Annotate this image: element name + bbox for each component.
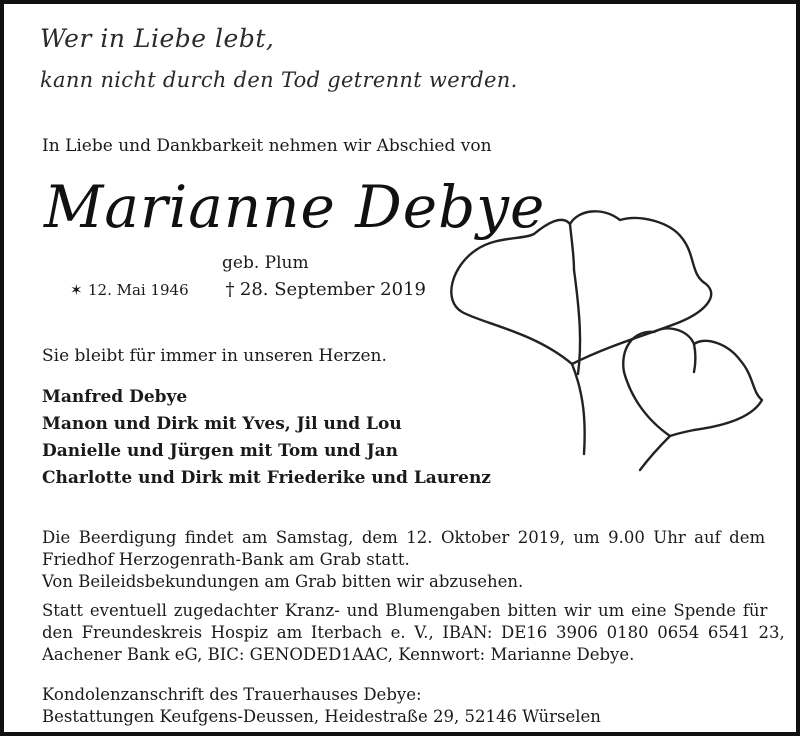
family-member: Charlotte und Dirk mit Friederike und Laurenz <box>42 468 491 488</box>
ginkgo-leaves-icon <box>444 204 774 494</box>
donation-line: Aachener Bank eG, BIC: GENODED1AAC, Kennwort: Marianne Debye. <box>42 645 635 664</box>
large-leaf-vein <box>574 270 580 374</box>
funeral-line: Friedhof Herzogenrath-Bank am Grab statt. <box>42 550 410 569</box>
death-cross-icon: † <box>225 279 235 300</box>
address-line: Kondolenzanschrift des Trauerhauses Debye: <box>42 685 422 704</box>
small-ginkgo-leaf <box>623 328 762 436</box>
address-line: Bestattungen Keufgens-Deussen, Heidestraße 29, 52146 Würselen <box>42 707 601 726</box>
large-leaf-notch <box>570 224 574 270</box>
large-leaf-stem <box>572 364 585 454</box>
small-leaf-stem <box>640 436 670 470</box>
birth-date: 12. Mai 1946 <box>87 281 189 299</box>
condolence-address <box>42 684 762 728</box>
family-list <box>42 384 491 492</box>
donation-line: Statt eventuell zugedachter Kranz- und Blumengaben bitten wir um eine Spende für <box>42 601 768 620</box>
small-leaf-notch <box>694 344 696 372</box>
motto-line-2: kann nicht durch den Tod getrennt werden. <box>40 68 518 92</box>
donation-info <box>42 600 785 666</box>
funeral-line: Von Beileidsbekundungen am Grab bitten wir abzusehen. <box>42 572 524 591</box>
family-member: Danielle und Jürgen mit Tom und Jan <box>42 441 399 461</box>
intro-text: In Liebe und Dankbarkeit nehmen wir Abschied von <box>42 136 492 156</box>
death-date: 28. September 2019 <box>239 279 426 300</box>
donation-line: den Freundeskreis Hospiz am Iterbach e. V., IBAN: DE16 3906 0180 0654 6541 23, <box>42 623 785 642</box>
deceased-name: Marianne Debye <box>44 173 546 241</box>
motto-line-1: Wer in Liebe lebt, <box>40 24 275 53</box>
maiden-name: geb. Plum <box>222 253 309 273</box>
family-member: Manon und Dirk mit Yves, Jil und Lou <box>42 414 402 434</box>
birth-star-icon: ✶ <box>70 281 83 299</box>
family-member: Manfred Debye <box>42 387 188 407</box>
life-dates <box>70 279 426 301</box>
funeral-line: Die Beerdigung findet am Samstag, dem 12. Oktober 2019, um 9.00 Uhr auf dem <box>42 528 766 547</box>
funeral-info <box>42 527 766 593</box>
heart-line: Sie bleibt für immer in unseren Herzen. <box>42 346 387 366</box>
